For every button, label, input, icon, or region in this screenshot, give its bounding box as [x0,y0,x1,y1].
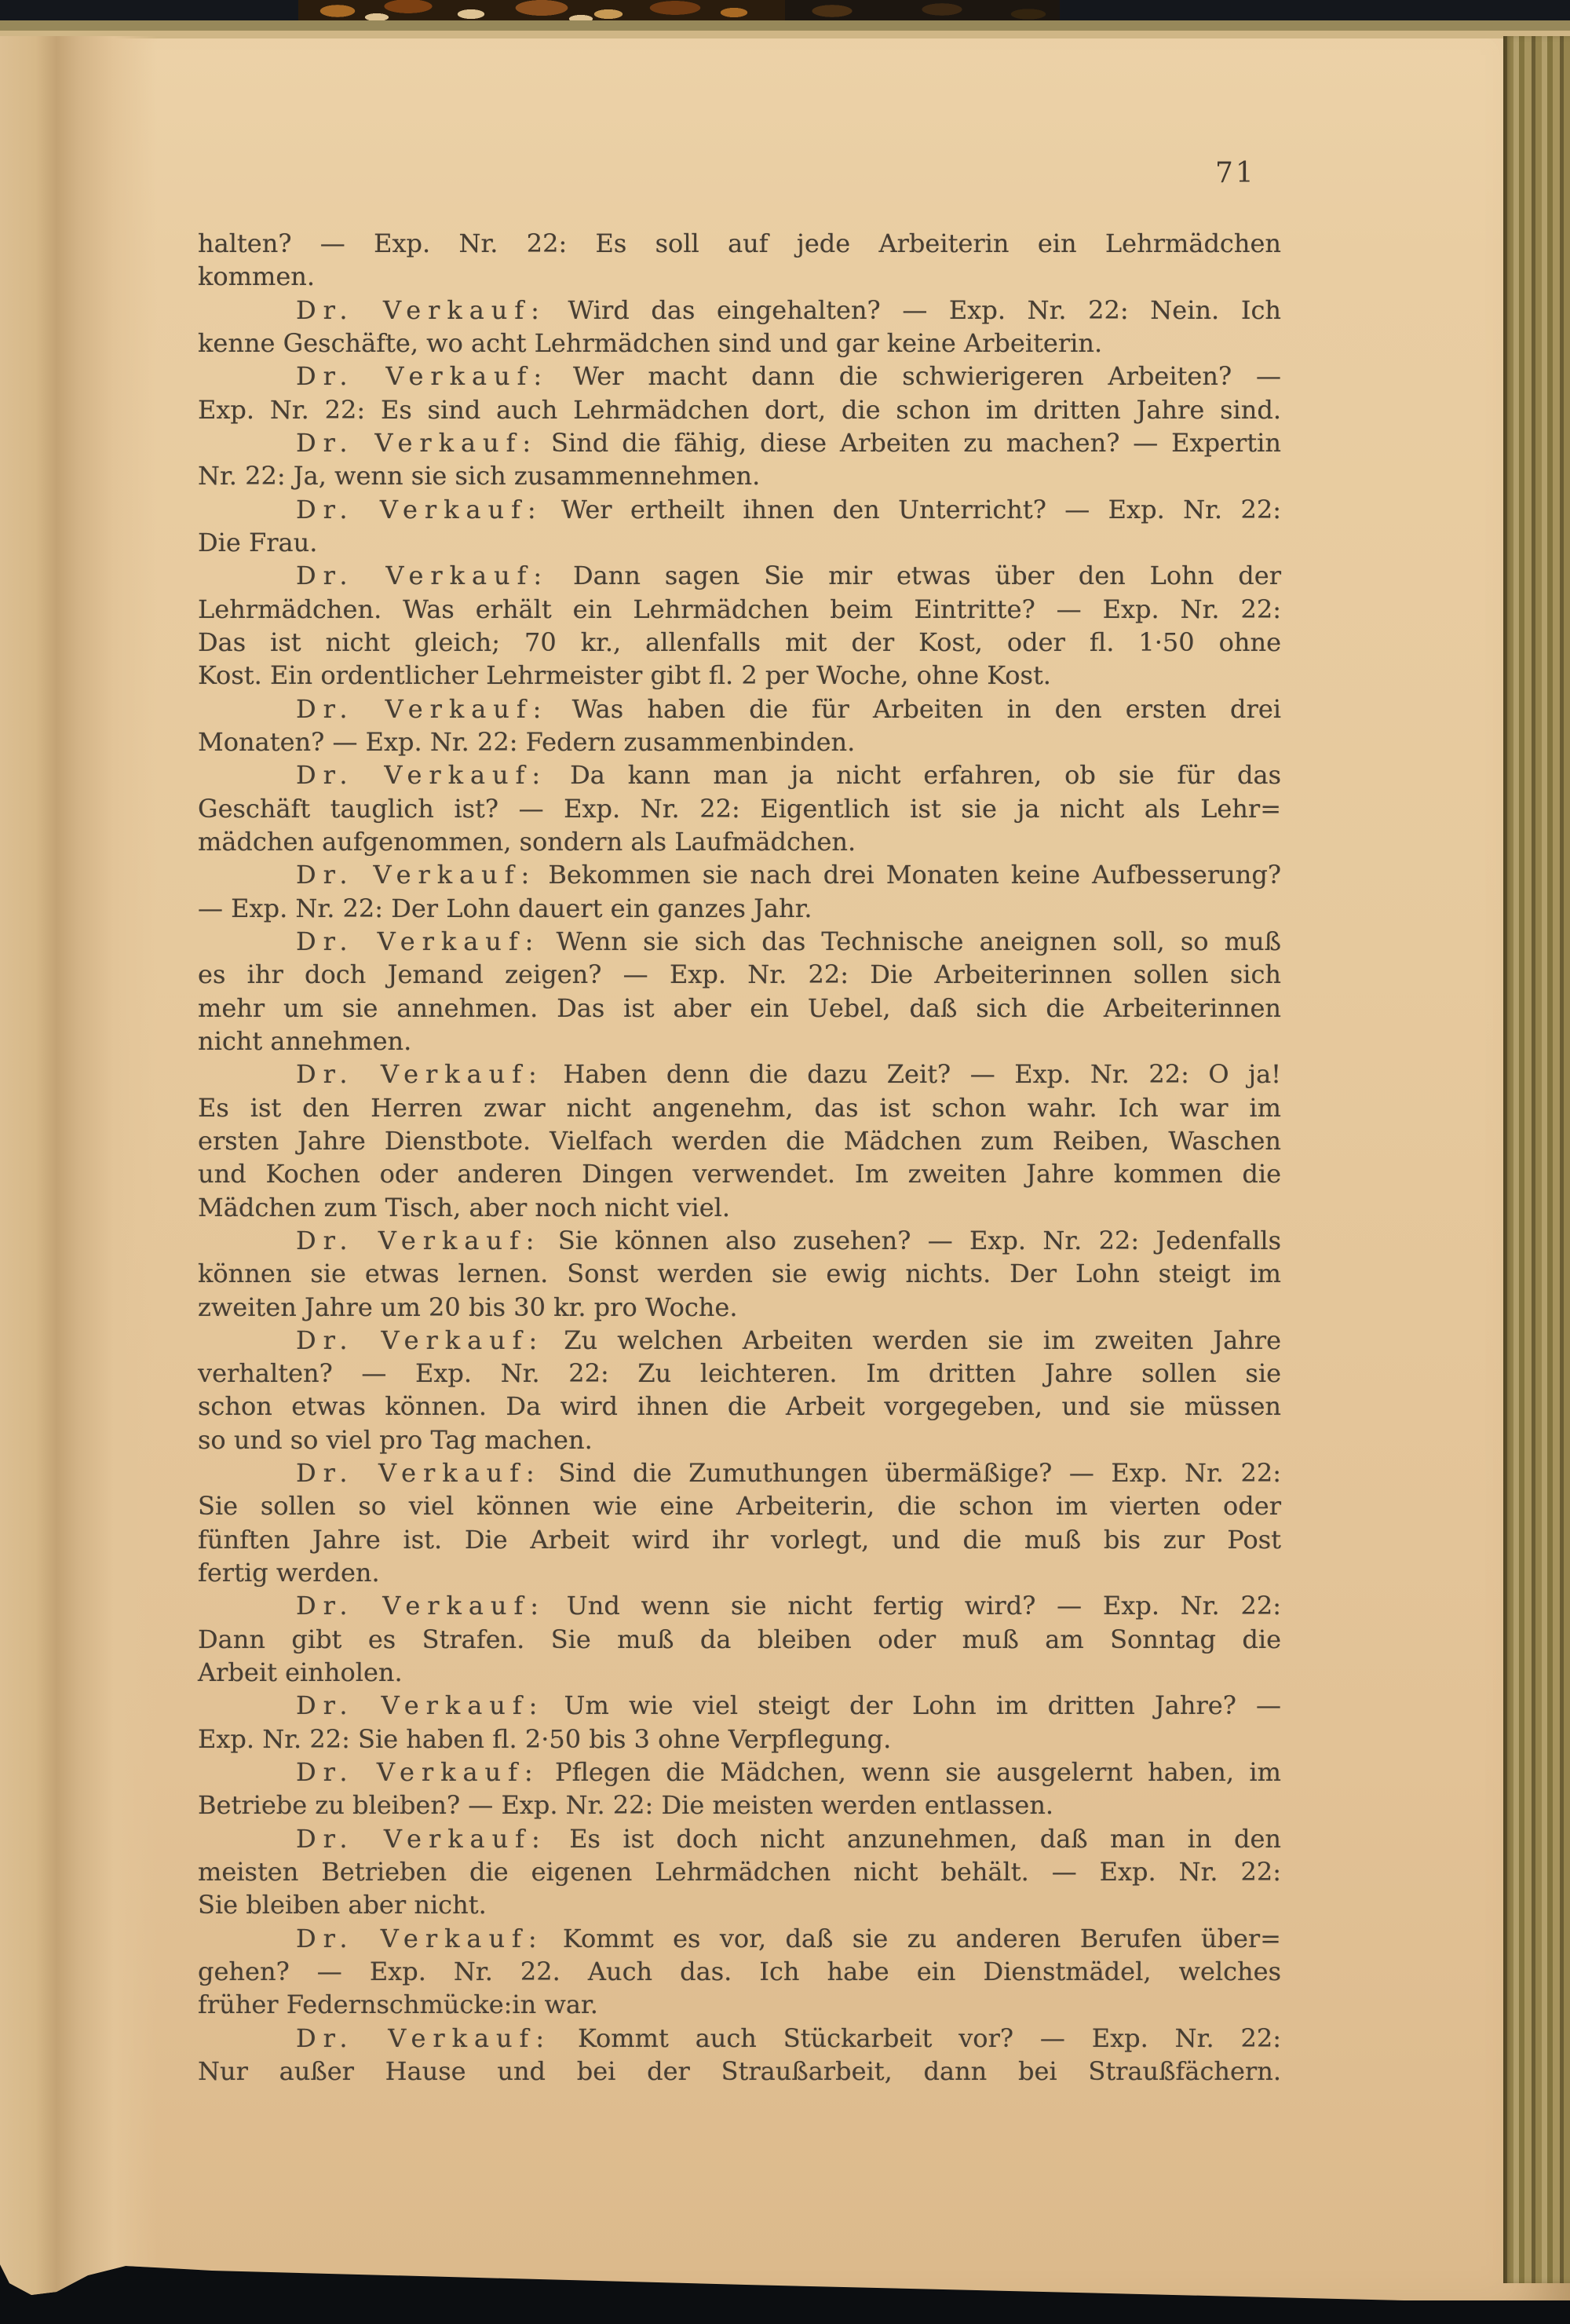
text-line: Kost. Ein ordentlicher Lehrmeister gibt fl. 2 per Woche, ohne Kost. [198,660,1051,691]
text-line: Dr. Verkauf: Es ist doch nicht anzunehmen, daß man in den [296,1823,1281,1854]
text-line: es ihr doch Jemand zeigen? — Exp. Nr. 22: Die Arbeiterinnen sollen sich [198,959,1281,990]
text-line: nicht annehmen. [198,1025,412,1056]
speaker-name: Dr. Verkauf: [296,1823,547,1854]
speaker-name: Dr. Verkauf: [296,1225,542,1255]
text-line: Mädchen zum Tisch, aber noch nicht viel. [198,1192,731,1222]
text-line: Dr. Verkauf: Zu welchen Arbeiten werden sie im zweiten Jahre [296,1325,1282,1355]
text-line: Dr. Verkauf: Wenn sie sich das Technische aneignen soll, so muß [296,926,1281,956]
text-line: Die Frau. [198,527,318,557]
text-line: Lehrmädchen. Was erhält ein Lehrmädchen beim Eintritte? — Exp. Nr. 22: [198,594,1281,624]
text-line: zweiten Jahre um 20 bis 30 kr. pro Woche. [198,1292,738,1322]
text-line: Geschäft tauglich ist? — Exp. Nr. 22: Eigentlich ist sie ja nicht als Lehr= [198,793,1281,824]
speaker-name: Dr. Verkauf: [296,1059,544,1090]
text-line: Dr. Verkauf: Da kann man ja nicht erfahren, ob sie für das [296,760,1281,791]
speaker-name: Dr. Verkauf: [296,860,537,890]
text-line: Dr. Verkauf: Bekommen sie nach drei Monaten keine Aufbesserung? [296,860,1282,890]
text-line: schon etwas können. Da wird ihnen die Arbeit vorgegeben, und sie müssen [198,1391,1281,1422]
text-line: Dr. Verkauf: Wer ertheilt ihnen den Unterricht? — Exp. Nr. 22: [296,494,1281,524]
text-line: halten? — Exp. Nr. 22: Es soll auf jede Arbeiterin ein Lehrmädchen [198,228,1281,258]
text-line: und Kochen oder anderen Dingen verwendet. Im zweiten Jahre kommen die [198,1159,1281,1189]
text-line: Dr. Verkauf: Sind die Zumuthungen übermäßige? — Exp. Nr. 22: [296,1458,1281,1489]
text-line: Es ist den Herren zwar nicht angenehm, das ist schon wahr. Ich war im [198,1092,1281,1123]
text-line: früher Federnschmücke:in war. [198,1990,598,2020]
text-line: Dr. Verkauf: Um wie viel steigt der Lohn im dritten Jahre? — [296,1690,1281,1721]
text-line: — Exp. Nr. 22: Der Lohn dauert ein ganzes Jahr. [198,893,812,923]
text-line: Dr. Verkauf: Pflegen die Mädchen, wenn sie ausgelernt haben, im [296,1757,1281,1788]
text-line: Dr. Verkauf: Und wenn sie nicht fertig wird? — Exp. Nr. 22: [296,1591,1282,1621]
text-line: Sie sollen so viel können wie eine Arbeiterin, die schon im vierten oder [198,1491,1281,1522]
marbled-edge-pattern [0,0,1570,24]
speaker-name: Dr. Verkauf: [296,361,550,392]
text-line: Exp. Nr. 22: Es sind auch Lehrmädchen dort, die schon im dritten Jahre sind. [198,394,1281,425]
text-line: Nur außer Hause und bei der Straußarbeit, dann bei Straußfächern. [198,2056,1281,2087]
text-line: ersten Jahre Dienstbote. Vielfach werden die Mädchen zum Reiben, Waschen [198,1125,1281,1156]
text-line: Dr. Verkauf: Sie können also zusehen? — Exp. Nr. 22: Jedenfalls [296,1225,1281,1255]
text-line: verhalten? — Exp. Nr. 22: Zu leichteren. Im dritten Jahre sollen sie [198,1358,1281,1389]
text-line: Betriebe zu bleiben? — Exp. Nr. 22: Die meisten werden entlassen. [198,1790,1054,1821]
speaker-name: Dr. Verkauf: [296,693,549,724]
text-line: Dr. Verkauf: Kommt auch Stückarbeit vor? — Exp. Nr. 22: [296,2023,1281,2053]
speaker-name: Dr. Verkauf: [296,494,543,524]
text-line: mehr um sie annehmen. Das ist aber ein Uebel, daß sich die Arbeiterinnen [198,992,1281,1023]
text-line: Exp. Nr. 22: Sie haben fl. 2·50 bis 3 ohne Verpflegung. [198,1723,892,1754]
text-line: so und so viel pro Tag machen. [198,1424,593,1455]
text-line: fünften Jahre ist. Die Arbeit wird ihr vorlegt, und die muß bis zur Post [198,1524,1281,1555]
text-line: Dr. Verkauf: Wer macht dann die schwierigeren Arbeiten? — [296,361,1281,392]
page-gutter-shadow [0,36,157,2300]
speaker-name: Dr. Verkauf: [296,294,546,325]
text-line: Sie bleiben aber nicht. [198,1890,487,1920]
speaker-name: Dr. Verkauf: [296,1757,540,1788]
text-line: Dann gibt es Strafen. Sie muß da bleiben oder muß am Sonntag die [198,1624,1281,1654]
speaker-name: Dr. Verkauf: [296,427,539,458]
page-fore-edge [1503,36,1570,2283]
text-line: meisten Betrieben die eigenen Lehrmädchen nicht behält. — Exp. Nr. 22: [198,1857,1281,1887]
speaker-name: Dr. Verkauf: [296,1591,546,1621]
text-line: Arbeit einholen. [198,1657,403,1688]
speaker-name: Dr. Verkauf: [296,760,548,791]
text-line: kenne Geschäfte, wo acht Lehrmädchen sind und gar keine Arbeiterin. [198,327,1103,358]
speaker-name: Dr. Verkauf: [296,1325,545,1355]
body-text [198,227,1281,2088]
text-line: Das ist nicht gleich; 70 kr., allenfalls mit der Kost, oder fl. 1·50 ohne [198,627,1281,657]
text-line: Monaten? — Exp. Nr. 22: Federn zusammenbinden. [198,726,856,757]
text-line: kommen. [198,261,316,292]
text-line: Dr. Verkauf: Dann sagen Sie mir etwas über den Lohn der [296,561,1281,591]
text-line: können sie etwas lernen. Sonst werden sie ewig nichts. Der Lohn steigt im [198,1259,1281,1289]
text-line: Dr. Verkauf: Sind die fähig, diese Arbeiten zu machen? — Expertin [296,427,1281,458]
text-line: Nr. 22: Ja, wenn sie sich zusammennehmen. [198,461,761,491]
page-top-edge-highlight [0,31,1570,38]
text-line: Dr. Verkauf: Kommt es vor, daß sie zu anderen Berufen über= [296,1923,1281,1953]
speaker-name: Dr. Verkauf: [296,1690,545,1721]
text-line: Dr. Verkauf: Was haben die für Arbeiten in den ersten drei [296,693,1281,724]
text-line: mädchen aufgenommen, sondern als Laufmädchen. [198,826,856,857]
text-line: Dr. Verkauf: Haben denn die dazu Zeit? — Exp. Nr. 22: O ja! [296,1059,1281,1090]
page-number: 71 [1215,157,1256,189]
text-line: Dr. Verkauf: Wird das eingehalten? — Exp. Nr. 22: Nein. Ich [296,294,1281,325]
page-top-edge [0,20,1570,31]
speaker-name: Dr. Verkauf: [296,2023,552,2053]
speaker-name: Dr. Verkauf: [296,1923,544,1953]
text-line: fertig werden. [198,1558,380,1588]
speaker-name: Dr. Verkauf: [296,926,541,956]
speaker-name: Dr. Verkauf: [296,1458,542,1489]
speaker-name: Dr. Verkauf: [296,561,550,591]
text-line: gehen? — Exp. Nr. 22. Auch das. Ich habe ein Dienstmädel, welches [198,1957,1281,1987]
